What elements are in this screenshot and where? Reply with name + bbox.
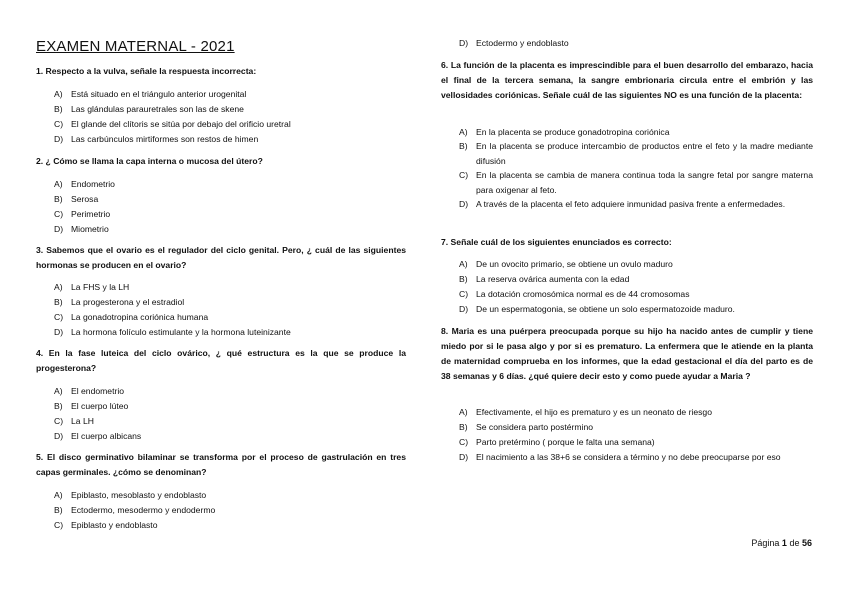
option-letter: D) bbox=[459, 452, 469, 462]
option-letter: D) bbox=[54, 431, 64, 441]
option-text: En la placenta se produce gonadotropina coriónica bbox=[476, 127, 670, 137]
option-text: El cuerpo albicans bbox=[71, 431, 142, 441]
option-text: La hormona folículo estimulante y la hormona luteinizante bbox=[71, 327, 291, 337]
option-text: En la placenta se produce intercambio de productos entre el feto y la madre mediante difusión bbox=[476, 141, 813, 166]
question-4: 4. En la fase luteica del ciclo ovárico, ¿ qué estructura es la que se produce la progesterona? bbox=[36, 348, 406, 373]
option-letter: D) bbox=[459, 304, 469, 314]
question-5: 5. El disco germinativo bilaminar se transforma por el proceso de gastrulación en tres capas germinales. ¿cómo se denominan? bbox=[36, 452, 406, 477]
option-text: De un ovocito primario, se obtiene un ovulo maduro bbox=[476, 259, 673, 269]
option-letter: B) bbox=[54, 104, 63, 114]
option-letter: A) bbox=[54, 282, 63, 292]
option-text: Está situado en el triángulo anterior urogenital bbox=[71, 89, 247, 99]
option-text: El glande del clítoris se sitúa por debajo del orificio uretral bbox=[71, 119, 291, 129]
option-text: La progesterona y el estradiol bbox=[71, 297, 185, 307]
option-text: Perimetrio bbox=[71, 209, 111, 219]
option-text: La FHS y la LH bbox=[71, 282, 130, 292]
page-label: Página bbox=[751, 538, 780, 548]
option-letter: B) bbox=[459, 141, 468, 151]
option-text: Se considera parto postérmino bbox=[476, 422, 594, 432]
option-letter: D) bbox=[459, 199, 469, 209]
option-letter: C) bbox=[54, 416, 64, 426]
option-letter: A) bbox=[459, 127, 468, 137]
option-letter: C) bbox=[459, 289, 469, 299]
option-letter: C) bbox=[54, 520, 64, 530]
total-pages: 56 bbox=[801, 538, 812, 548]
option-text: Epiblasto y endoblasto bbox=[71, 520, 158, 530]
option-text: Endometrio bbox=[71, 179, 115, 189]
option-text: Las carbúnculos mirtiformes son restos de himen bbox=[71, 134, 259, 144]
option-text: La reserva ovárica aumenta con la edad bbox=[476, 274, 630, 284]
option-text: Efectivamente, el hijo es prematuro y es un neonato de riesgo bbox=[476, 407, 712, 417]
question-6: 6. La función de la placenta es imprescindible para el buen desarrollo del embarazo, hacia el final de la tercera semana, la sangre embrionaria circula entre el embrión y las vellosidades coriónicas. Señale cuál de las siguientes NO es una función de la placenta: bbox=[441, 60, 813, 100]
option-text: En la placenta se cambia de manera continua toda la sangre fetal por sangre materna para oxigenar al feto. bbox=[476, 170, 813, 195]
option-text: El endometrio bbox=[71, 386, 125, 396]
option-text: Las glándulas parauretrales son las de skene bbox=[71, 104, 244, 114]
option-letter: D) bbox=[54, 327, 64, 337]
option-text: El cuerpo lúteo bbox=[71, 401, 129, 411]
option-letter: B) bbox=[459, 274, 468, 284]
option-letter: A) bbox=[459, 407, 468, 417]
option-text: La gonadotropina coriónica humana bbox=[71, 312, 209, 322]
option-letter: A) bbox=[54, 89, 63, 99]
question-1: 1. Respecto a la vulva, señale la respuesta incorrecta: bbox=[36, 66, 257, 76]
option-letter: C) bbox=[54, 119, 64, 129]
option-letter: C) bbox=[54, 209, 64, 219]
option-letter: D) bbox=[54, 134, 64, 144]
option-text: La LH bbox=[71, 416, 94, 426]
option-letter: A) bbox=[54, 490, 63, 500]
option-letter: D) bbox=[54, 224, 64, 234]
option-letter: D) bbox=[459, 38, 469, 48]
question-3: 3. Sabemos que el ovario es el regulador del ciclo genital. Pero, ¿ cuál de las siguientes hormonas se producen en el ovario? bbox=[36, 245, 406, 270]
option-letter: A) bbox=[54, 386, 63, 396]
question-2: 2. ¿ Cómo se llama la capa interna o mucosa del útero? bbox=[36, 156, 263, 166]
option-letter: C) bbox=[459, 437, 469, 447]
option-text: Parto pretérmino ( porque le falta una semana) bbox=[476, 437, 655, 447]
option-letter: B) bbox=[54, 401, 63, 411]
option-letter: C) bbox=[54, 312, 64, 322]
option-text: Epiblasto, mesoblasto y endoblasto bbox=[71, 490, 207, 500]
option-letter: B) bbox=[54, 194, 63, 204]
option-text: Ectodermo, mesodermo y endodermo bbox=[71, 505, 216, 515]
option-text: Miometrio bbox=[71, 224, 109, 234]
option-text: Serosa bbox=[71, 194, 99, 204]
option-text: A través de la placenta el feto adquiere inmunidad pasiva frente a enfermedades. bbox=[476, 199, 786, 209]
option-text: La dotación cromosómica normal es de 44 cromosomas bbox=[476, 289, 690, 299]
option-letter: B) bbox=[54, 505, 63, 515]
page-of: de bbox=[789, 538, 800, 548]
question-7: 7. Señale cuál de los siguientes enunciados es correcto: bbox=[441, 237, 672, 247]
option-text: Ectodermo y endoblasto bbox=[476, 38, 569, 48]
option-letter: A) bbox=[459, 259, 468, 269]
option-text: El nacimiento a las 38+6 se considera a término y no debe preocuparse por eso bbox=[476, 452, 781, 462]
option-letter: C) bbox=[459, 170, 469, 180]
option-letter: A) bbox=[54, 179, 63, 189]
page-number bbox=[751, 538, 812, 548]
option-letter: B) bbox=[54, 297, 63, 307]
page-title: EXAMEN MATERNAL - 2021 bbox=[36, 38, 235, 55]
current-page: 1 bbox=[781, 538, 787, 548]
option-text: De un espermatogonia, se obtiene un solo espermatozoide maduro. bbox=[476, 304, 735, 314]
question-8: 8. Maria es una puérpera preocupada porque su hijo ha nacido antes de cumplir y tiene miedo por si le pasa algo y por si es prematuro. La enfermera que le atiende en la planta de maternidad comprueba en los informes, que la edad gestacional el día del parto es de 38 semanas y 6 días. ¿qué quiere decir esto y como puede ayudar a Maria ? bbox=[441, 326, 813, 381]
option-letter: B) bbox=[459, 422, 468, 432]
